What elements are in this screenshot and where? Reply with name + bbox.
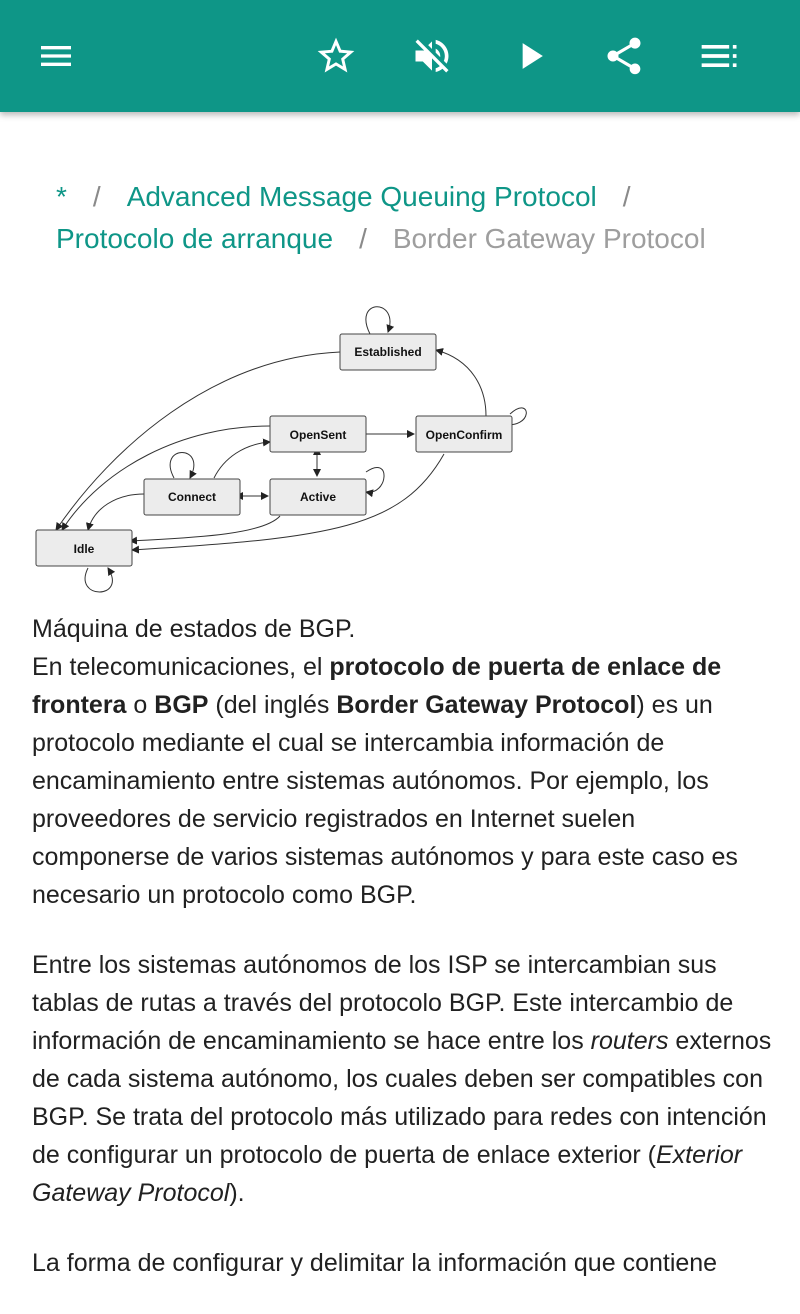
breadcrumb bbox=[56, 176, 776, 260]
playlist-icon[interactable] bbox=[692, 28, 748, 84]
italic-term: Exterior Gateway Protocol bbox=[32, 1141, 743, 1207]
text-run: En telecomunicaciones, el bbox=[32, 653, 330, 681]
breadcrumb-link-protocolo-arranque[interactable]: Protocolo de arranque bbox=[56, 223, 334, 254]
share-icon[interactable] bbox=[596, 28, 652, 84]
breadcrumb-link-amqp[interactable]: Advanced Message Queuing Protocol bbox=[126, 181, 597, 212]
breadcrumb-current: Border Gateway Protocol bbox=[392, 223, 706, 254]
state-label-connect: Connect bbox=[168, 490, 216, 504]
bgp-state-diagram[interactable] bbox=[32, 298, 532, 600]
bold-term: Border Gateway Protocol bbox=[336, 691, 637, 719]
idle-self-loop bbox=[85, 568, 112, 592]
paragraph-isp bbox=[32, 946, 776, 1212]
paragraph-intro bbox=[32, 648, 776, 914]
state-label-idle: Idle bbox=[73, 542, 95, 556]
state-label-opensent: OpenSent bbox=[289, 428, 347, 442]
active-to-idle bbox=[130, 516, 280, 541]
breadcrumb-root-link[interactable]: * bbox=[56, 181, 67, 212]
volume-off-icon[interactable] bbox=[404, 28, 460, 84]
menu-icon[interactable] bbox=[28, 28, 84, 84]
bold-term: protocolo de puerta de enlace de frontera bbox=[32, 653, 722, 719]
state-label-openconfirm: OpenConfirm bbox=[425, 428, 503, 442]
text-run: ). bbox=[229, 1179, 245, 1207]
state-label-active: Active bbox=[299, 490, 337, 504]
text-run: ) es un protocolo mediante el cual se intercambia información de encaminamiento entre sistemas autónomos. Por ejemplo, los proveedores de servicio registrados en Internet suelen componerse de varios sistemas autónomos y para este caso es necesario un protocolo como BGP. bbox=[32, 691, 738, 909]
article-body bbox=[32, 610, 776, 1314]
italic-term: routers bbox=[590, 1027, 669, 1055]
connect-to-opensent bbox=[214, 442, 270, 478]
breadcrumb-separator: / bbox=[622, 181, 631, 212]
breadcrumb-separator: / bbox=[359, 223, 367, 254]
app-toolbar bbox=[0, 0, 800, 112]
text-run: o bbox=[126, 691, 155, 719]
established-self-loop bbox=[366, 307, 390, 334]
breadcrumb-separator: / bbox=[92, 181, 101, 212]
play-icon[interactable] bbox=[502, 28, 558, 84]
text-run: (del inglés bbox=[208, 691, 337, 719]
active-self-loop bbox=[366, 467, 384, 492]
openconfirm-to-established bbox=[436, 350, 486, 416]
bold-term: BGP bbox=[154, 691, 209, 719]
paragraph-config bbox=[32, 1244, 776, 1282]
figure-caption: Máquina de estados de BGP. bbox=[32, 615, 356, 643]
star-icon[interactable] bbox=[308, 28, 364, 84]
text-run: Entre los sistemas autónomos de los ISP se intercambian sus tablas de rutas a través del protocolo BGP. Este intercambio de información de encaminamiento se hace entre los bbox=[32, 951, 734, 1055]
connect-self-loop bbox=[170, 453, 194, 479]
connect-to-idle bbox=[88, 494, 144, 530]
text-run: La forma de configurar y delimitar la información que contiene bbox=[32, 1249, 718, 1277]
text-run: externos de cada sistema autónomo, los cuales deben ser compatibles con BGP. Se trata del protocolo más utilizado para redes con intención de configurar un protocolo de puerta de enlace exterior ( bbox=[32, 1027, 772, 1169]
state-label-established: Established bbox=[354, 345, 422, 359]
